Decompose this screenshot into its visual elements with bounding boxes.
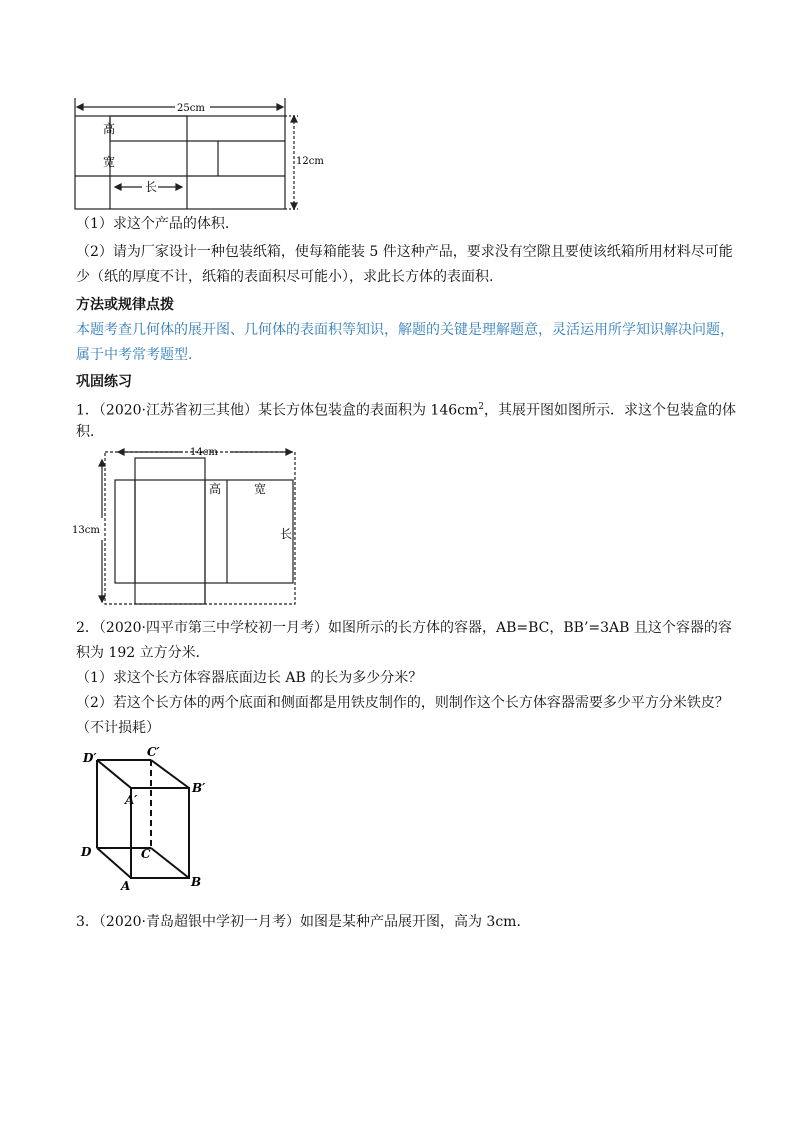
question-1: （1）求这个产品的体积. (76, 216, 230, 232)
method-text-line-1: 本题考查几何体的展开图、几何体的表面积等知识，解题的关键是理解题意，灵活运用所学知识解决问题， (76, 322, 734, 338)
question-2-line-1: （2）请为厂家设计一种包装纸箱，使每箱能装 5 件这种产品，要求没有空隙且要使该纸箱所用材料尽可能 (76, 244, 733, 260)
figure-1-kuan-label: 宽 (103, 155, 116, 169)
figure-3-cuboid (75, 744, 215, 894)
practice-1-line-1-before: 1．（2020·江苏省初三其他）某长方体包装盒的表面积为 146cm (76, 402, 479, 419)
practice-2-line-2: 积为 192 立方分米． (76, 645, 210, 661)
figure-2-kuan-label: 宽 (254, 482, 267, 496)
method-text-line-2: 属于中考常考题型. (76, 347, 193, 363)
practice-2-question-1: （1）求这个长方体容器底面边长 AB 的长为多少分米？ (76, 670, 423, 686)
vertex-a: A (121, 879, 131, 893)
question-2-line-2: 少（纸的厚度不计，纸箱的表面积尽可能小），求此长方体的表面积. (76, 269, 494, 285)
figure-1-net (70, 92, 330, 212)
practice-1-line-2: 积． (76, 424, 104, 440)
vertex-a-prime: A′ (125, 793, 138, 807)
practice-2-line-1: 2．（2020·四平市第三中学校初一月考）如图所示的长方体的容器，AB=BC，BB’=3AB 且这个容器的容 (76, 620, 732, 636)
figure-2-height-label: 13cm (72, 525, 100, 536)
practice-2-question-2-note: （不计损耗） (76, 720, 160, 736)
vertex-b-prime: B′ (192, 781, 206, 795)
figure-1-width-label: 25cm (177, 103, 205, 114)
practice-2-question-2: （2）若这个长方体的两个底面和侧面都是用铁皮制作的，则制作这个长方体容器需要多少平方分米铁皮？ (76, 695, 729, 711)
figure-2-net (70, 440, 310, 610)
practice-1-line-1-after: ，其展开图如图所示．求这个包装盒的体 (484, 402, 737, 419)
figure-1-chang-label: 长 (145, 180, 158, 194)
figure-2-chang-label: 长 (280, 527, 293, 541)
vertex-c-prime: C′ (147, 745, 160, 759)
vertex-c: C (141, 847, 151, 861)
figure-2-gao-label: 高 (209, 482, 222, 496)
figure-1-height-label: 12cm (296, 156, 324, 167)
figure-2-width-label: 14cm (190, 447, 218, 458)
practice-heading: 巩固练习 (76, 374, 132, 390)
vertex-b: B (191, 875, 202, 889)
practice-1-superscript: 2 (478, 402, 485, 412)
practice-3-line: 3．（2020·青岛超银中学初一月考）如图是某种产品展开图，高为 3cm. (76, 914, 521, 930)
practice-1-line-1 (76, 397, 736, 421)
vertex-d-prime: D′ (83, 751, 97, 765)
method-heading: 方法或规律点拨 (76, 297, 174, 313)
figure-1-gao-label: 高 (103, 122, 116, 136)
vertex-d: D (81, 845, 92, 859)
